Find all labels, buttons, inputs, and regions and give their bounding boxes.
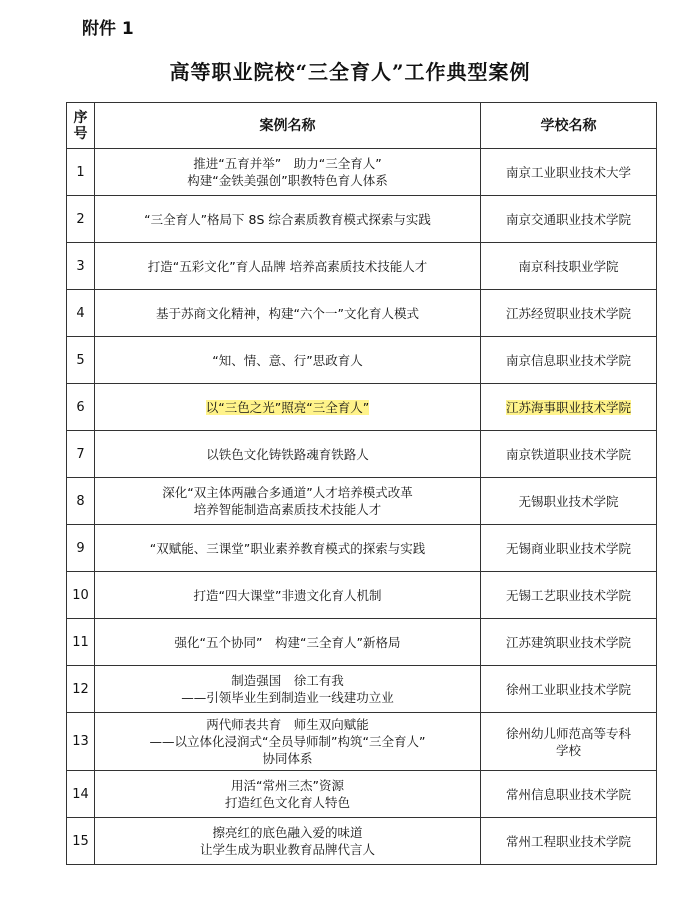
- row-number: 15: [67, 818, 95, 865]
- row-number: 4: [67, 290, 95, 337]
- table-row: [67, 196, 657, 243]
- table-row: [67, 666, 657, 713]
- school-name: [481, 431, 657, 478]
- school-name: [481, 771, 657, 818]
- case-name: [95, 196, 481, 243]
- school-name: [481, 149, 657, 196]
- row-number: 9: [67, 525, 95, 572]
- case-name-line: ——以立体化浸润式“全员导师制”构筑“三全育人”: [149, 734, 426, 749]
- school-name-line: 南京工业职业技术大学: [505, 164, 631, 180]
- case-name-line: 两代师表共育 师生双向赋能: [206, 717, 369, 732]
- school-name-line: 江苏经贸职业技术学院: [505, 305, 631, 321]
- school-name-line: 南京交通职业技术学院: [505, 211, 631, 227]
- case-name-line: “双赋能、三课堂”职业素养教育模式的探索与实践: [149, 540, 426, 556]
- table-row: [67, 478, 657, 525]
- case-name-line: 强化“五个协同” 构建“三全育人”新格局: [174, 634, 401, 650]
- case-name-line: ——引领毕业生到制造业一线建功立业: [181, 690, 394, 705]
- table-row: [67, 572, 657, 619]
- school-name: [481, 619, 657, 666]
- school-name-line: 学校: [555, 742, 581, 758]
- case-name-line: [95, 399, 480, 416]
- row-number: 7: [67, 431, 95, 478]
- case-name-line: “知、情、意、行”思政育人: [212, 352, 363, 368]
- school-name: [481, 818, 657, 865]
- case-name-line: 以铁色文化铸铁路魂育铁路人: [206, 446, 369, 462]
- case-name: [95, 572, 481, 619]
- school-name-line: 徐州工业职业技术学院: [505, 681, 631, 697]
- school-name-line: 无锡工艺职业技术学院: [505, 587, 631, 603]
- table-row: [67, 771, 657, 818]
- document-title: 高等职业院校“三全育人”工作典型案例: [169, 60, 531, 84]
- case-name-line: 制造强国 徐工有我: [231, 673, 344, 688]
- case-name-line: 打造红色文化育人特色: [224, 795, 350, 810]
- header-case-name: 案例名称: [95, 103, 481, 149]
- row-number: 10: [67, 572, 95, 619]
- attachment-label: 附件 1: [82, 19, 134, 39]
- table-row: [67, 149, 657, 196]
- case-name-line: 深化“双主体两融合多通道”人才培养模式改革: [162, 485, 413, 500]
- table-row: [67, 337, 657, 384]
- case-name: [95, 619, 481, 666]
- row-number: 2: [67, 196, 95, 243]
- case-name-line: 打造“五彩文化”育人品牌 培养高素质技术技能人才: [147, 258, 428, 274]
- case-name: [95, 713, 481, 771]
- school-name: [481, 572, 657, 619]
- case-name-line: 推进“五育并举” 助力“三全育人”: [193, 156, 382, 171]
- table-header-row: [67, 103, 657, 149]
- row-number: 12: [67, 666, 95, 713]
- header-school-name: 学校名称: [481, 103, 657, 149]
- case-name: [95, 149, 481, 196]
- case-name: [95, 290, 481, 337]
- school-name-line: 江苏建筑职业技术学院: [505, 634, 631, 650]
- row-number: 8: [67, 478, 95, 525]
- school-name: [481, 713, 657, 771]
- table-row: [67, 713, 657, 771]
- school-name: [481, 243, 657, 290]
- school-name-line: [481, 399, 656, 416]
- table-body: [67, 149, 657, 865]
- case-name-line: 打造“四大课堂”非遗文化育人机制: [193, 587, 382, 603]
- case-name: [95, 478, 481, 525]
- case-name-line: 让学生成为职业教育品牌代言人: [199, 842, 375, 857]
- case-name-line: 构建“金铁美强创”职教特色育人体系: [187, 173, 388, 188]
- header-seq-line: 序: [73, 109, 88, 126]
- school-name: [481, 478, 657, 525]
- school-name-line: 无锡职业技术学院: [518, 493, 619, 509]
- table-row: [67, 431, 657, 478]
- school-name-line: 徐州幼儿师范高等专科: [505, 725, 631, 741]
- school-name: [481, 290, 657, 337]
- case-name: [95, 771, 481, 818]
- case-name-line: 基于苏商文化精神，构建“六个一”文化育人模式: [156, 305, 419, 321]
- school-name: [481, 337, 657, 384]
- header-seq-line: 号: [73, 125, 88, 142]
- row-number: 13: [67, 713, 95, 771]
- school-name: [481, 384, 657, 431]
- case-name-line: 用活“常州三杰”资源: [231, 778, 344, 793]
- highlight-mark: 以“三色之光”照亮“三全育人”: [205, 399, 370, 415]
- school-name-line: 南京铁道职业技术学院: [505, 446, 631, 462]
- case-name: [95, 384, 481, 431]
- case-name-line: 擦亮红的底色融入爱的味道: [212, 825, 363, 840]
- table-row: [67, 525, 657, 572]
- table-row: [67, 818, 657, 865]
- row-number: 14: [67, 771, 95, 818]
- table-row: [67, 619, 657, 666]
- case-name: [95, 666, 481, 713]
- case-name: [95, 431, 481, 478]
- case-name: [95, 525, 481, 572]
- case-name: [95, 243, 481, 290]
- table-row: [67, 384, 657, 431]
- case-name: [95, 337, 481, 384]
- case-table: [66, 102, 657, 865]
- school-name-line: 无锡商业职业技术学院: [505, 540, 631, 556]
- case-name-line: 培养智能制造高素质技术技能人才: [193, 502, 382, 517]
- school-name-line: 常州信息职业技术学院: [505, 786, 631, 802]
- row-number: 1: [67, 149, 95, 196]
- row-number: 11: [67, 619, 95, 666]
- case-name-line: 协同体系: [262, 751, 313, 766]
- case-name: [95, 818, 481, 865]
- table-row: [67, 290, 657, 337]
- school-name: [481, 196, 657, 243]
- school-name: [481, 525, 657, 572]
- highlight-mark: 江苏海事职业技术学院: [505, 399, 631, 415]
- school-name-line: 南京信息职业技术学院: [505, 352, 631, 368]
- case-name-line: “三全育人”格局下 8S 综合素质教育模式探索与实践: [144, 211, 431, 227]
- school-name-line: 常州工程职业技术学院: [505, 833, 631, 849]
- row-number: 6: [67, 384, 95, 431]
- school-name: [481, 666, 657, 713]
- school-name-line: 南京科技职业学院: [518, 258, 619, 274]
- table-row: [67, 243, 657, 290]
- header-seq: [67, 103, 95, 149]
- row-number: 5: [67, 337, 95, 384]
- row-number: 3: [67, 243, 95, 290]
